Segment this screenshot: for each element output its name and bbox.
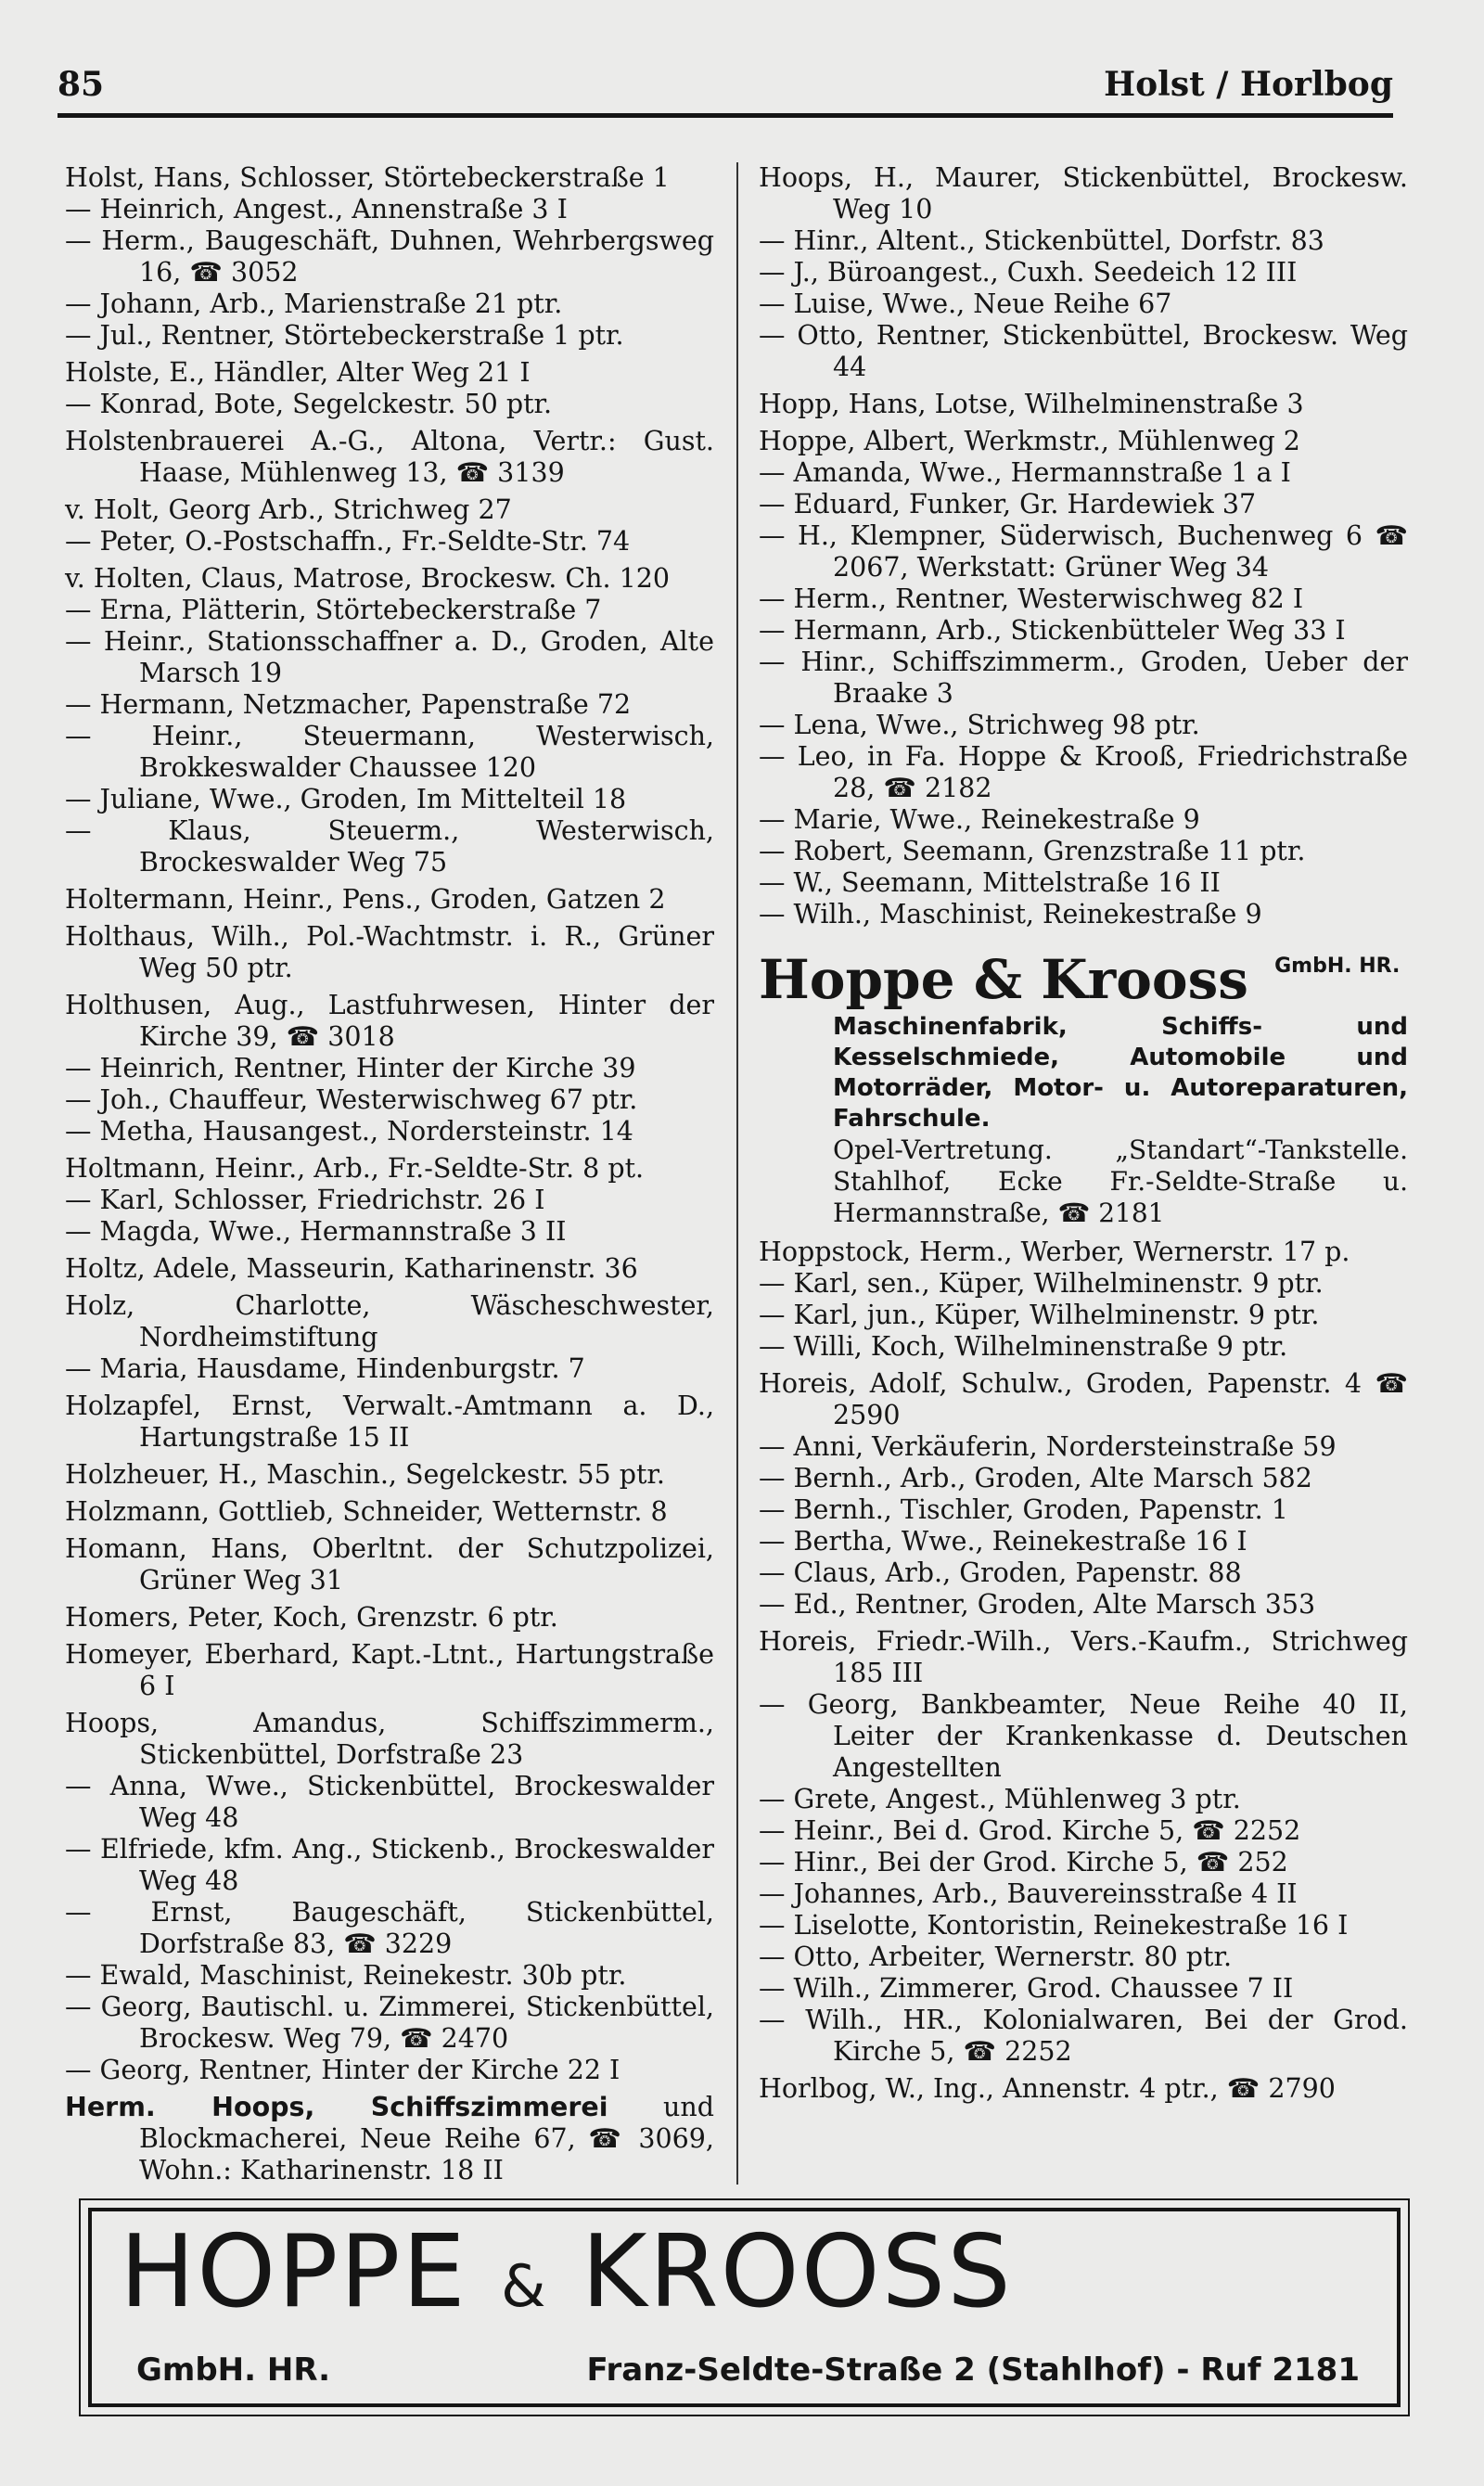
directory-entry: Homeyer, Eberhard, Kapt.-Ltnt., Hartungstraße 6 I xyxy=(65,1639,714,1701)
hoops-ad xyxy=(65,2092,714,2186)
directory-entry: — Georg, Rentner, Hinter der Kirche 22 I xyxy=(65,2055,620,2085)
directory-entry: — Bertha, Wwe., Reinekestraße 16 I xyxy=(759,1526,1247,1557)
directory-entry: — Hinr., Schiffszimmerm., Groden, Ueber der Braake 3 xyxy=(759,647,1408,709)
directory-entry: — Bernh., Arb., Groden, Alte Marsch 582 xyxy=(759,1463,1312,1493)
banner-title-left: HOPPE xyxy=(120,2214,467,2330)
hoppe-krooss-suffix: GmbH. HR. xyxy=(1274,955,1401,978)
directory-entry: — Hinr., Altent., Stickenbüttel, Dorfstr. 83 xyxy=(759,225,1324,256)
directory-entry: — Hinr., Bei der Grod. Kirche 5, ☎ 252 xyxy=(759,1847,1288,1877)
banner-company-form: GmbH. HR. xyxy=(136,2351,331,2389)
hoppe-krooss-tail: Opel-Vertretung. „Standart“-Tankstelle. Stahlhof, Ecke Fr.-Seldte-Straße u. Hermannstraße, ☎ 2181 xyxy=(833,1134,1408,1228)
directory-entry: — Herm., Rentner, Westerwischweg 82 I xyxy=(759,583,1304,614)
directory-entry: Holste, E., Händler, Alter Weg 21 I xyxy=(65,357,531,388)
directory-entry: — Heinrich, Angest., Annenstraße 3 I xyxy=(65,194,568,224)
directory-entry: — Bernh., Tischler, Groden, Papenstr. 1 xyxy=(759,1494,1288,1525)
right-entries-top xyxy=(759,162,1408,930)
directory-entry: — Georg, Bankbeamter, Neue Reihe 40 II, Leiter der Krankenkasse d. Deutschen Angestellten xyxy=(759,1689,1408,1783)
hoppe-krooss-name: Hoppe & Krooss xyxy=(759,948,1248,1011)
directory-entry: — Robert, Seemann, Grenzstraße 11 ptr. xyxy=(759,836,1306,866)
right-entries-bottom xyxy=(759,1237,1408,2105)
directory-entry: — Georg, Bautischl. u. Zimmerei, Stickenbüttel, Brockesw. Weg 79, ☎ 2470 xyxy=(65,1992,714,2054)
directory-entry: Horlbog, W., Ing., Annenstr. 4 ptr., ☎ 2790 xyxy=(759,2073,1336,2104)
directory-entry: — Heinr., Stationsschaffner a. D., Groden, Alte Marsch 19 xyxy=(65,626,714,688)
directory-entry: — Konrad, Bote, Segelckestr. 50 ptr. xyxy=(65,389,553,419)
directory-entry: — Claus, Arb., Groden, Papenstr. 88 xyxy=(759,1557,1242,1588)
left-column xyxy=(65,162,714,2186)
directory-entry: — Johannes, Arb., Bauvereinsstraße 4 II xyxy=(759,1878,1298,1909)
directory-entry: — Wilh., Maschinist, Reinekestraße 9 xyxy=(759,899,1262,929)
directory-entry: Holstenbrauerei A.-G., Altona, Vertr.: Gust. Haase, Mühlenweg 13, ☎ 3139 xyxy=(65,426,714,488)
banner-title-right: KROOSS xyxy=(581,2214,1013,2330)
directory-entry: — J., Büroangest., Cuxh. Seedeich 12 III xyxy=(759,257,1298,288)
directory-entry: — Lena, Wwe., Strichweg 98 ptr. xyxy=(759,710,1200,740)
directory-entry: Horeis, Friedr.-Wilh., Vers.-Kaufm., Strichweg 185 III xyxy=(759,1626,1408,1688)
hoppe-krooss-body: Maschinenfabrik, Schiffs- und Kesselschmiede, Automobile und Motorräder, Motor- u. Autoreparaturen, Fahrschule. xyxy=(833,1013,1408,1133)
directory-entry: — Otto, Rentner, Stickenbüttel, Brockesw. Weg 44 xyxy=(759,320,1408,382)
directory-entry: — Heinr., Steuermann, Westerwisch, Brokkeswalder Chaussee 120 xyxy=(65,721,714,783)
directory-entry: Holtz, Adele, Masseurin, Katharinenstr. 36 xyxy=(65,1253,638,1284)
hoppe-krooss-banner xyxy=(88,2208,1401,2407)
directory-entry: — Willi, Koch, Wilhelminenstraße 9 ptr. xyxy=(759,1331,1288,1362)
directory-entry: — Ernst, Baugeschäft, Stickenbüttel, Dorfstraße 83, ☎ 3229 xyxy=(65,1897,714,1959)
directory-entry: Holz, Charlotte, Wäscheschwester, Nordheimstiftung xyxy=(65,1290,714,1352)
directory-entry: — Metha, Hausangest., Nordersteinstr. 14 xyxy=(65,1116,633,1147)
directory-entry: Homann, Hans, Oberltnt. der Schutzpolizei, Grüner Weg 31 xyxy=(65,1533,714,1595)
directory-entry: — Anni, Verkäuferin, Nordersteinstraße 59 xyxy=(759,1431,1337,1462)
directory-entry: v. Holten, Claus, Matrose, Brockesw. Ch. 120 xyxy=(65,563,671,594)
directory-entry: Holtmann, Heinr., Arb., Fr.-Seldte-Str. 8 pt. xyxy=(65,1153,645,1184)
directory-entry: Hopp, Hans, Lotse, Wilhelminenstraße 3 xyxy=(759,389,1304,419)
directory-entry: — Erna, Plätterin, Störtebeckerstraße 7 xyxy=(65,595,602,625)
directory-entry: Holtermann, Heinr., Pens., Groden, Gatzen 2 xyxy=(65,884,666,915)
banner-ampersand: & xyxy=(501,2252,548,2320)
running-title: Holst / Horlbog xyxy=(1104,65,1393,104)
directory-entry: — Luise, Wwe., Neue Reihe 67 xyxy=(759,288,1172,319)
directory-entry: — Karl, sen., Küper, Wilhelminenstr. 9 ptr. xyxy=(759,1268,1324,1299)
directory-entry: Holst, Hans, Schlosser, Störtebeckerstraße 1 xyxy=(65,162,670,193)
directory-entry: — Elfriede, kfm. Ang., Stickenb., Brockeswalder Weg 48 xyxy=(65,1834,714,1896)
directory-entry: — Heinr., Bei d. Grod. Kirche 5, ☎ 2252 xyxy=(759,1815,1301,1846)
directory-entry: — Marie, Wwe., Reinekestraße 9 xyxy=(759,804,1200,835)
left-entries xyxy=(65,162,714,2086)
directory-entry: — Herm., Baugeschäft, Duhnen, Wehrbergsweg 16, ☎ 3052 xyxy=(65,225,714,288)
directory-entry: — Karl, Schlosser, Friedrichstr. 26 I xyxy=(65,1185,545,1215)
directory-entry: — Johann, Arb., Marienstraße 21 ptr. xyxy=(65,288,563,319)
page-number: 85 xyxy=(58,65,105,104)
directory-entry: — Joh., Chauffeur, Westerwischweg 67 ptr. xyxy=(65,1084,638,1115)
directory-entry: Holthaus, Wilh., Pol.-Wachtmstr. i. R., Grüner Weg 50 ptr. xyxy=(65,921,714,983)
directory-entry: — Jul., Rentner, Störtebeckerstraße 1 ptr. xyxy=(65,320,624,351)
directory-entry: Horeis, Adolf, Schulw., Groden, Papenstr. 4 ☎ 2590 xyxy=(759,1368,1408,1430)
directory-entry: Holzheuer, H., Maschin., Segelckestr. 55 ptr. xyxy=(65,1459,665,1490)
directory-entry: Hoops, H., Maurer, Stickenbüttel, Brockesw. Weg 10 xyxy=(759,162,1408,224)
directory-entry: — Ed., Rentner, Groden, Alte Marsch 353 xyxy=(759,1589,1316,1620)
directory-entry: — H., Klempner, Süderwisch, Buchenweg 6 ☎ 2067, Werkstatt: Grüner Weg 34 xyxy=(759,520,1408,583)
directory-entry: — Wilh., Zimmerer, Grod. Chaussee 7 II xyxy=(759,1973,1294,2004)
directory-entry: — Otto, Arbeiter, Wernerstr. 80 ptr. xyxy=(759,1941,1233,1972)
directory-entry: — Ewald, Maschinist, Reinekestr. 30b ptr. xyxy=(65,1960,627,1991)
directory-entry: Hoops, Amandus, Schiffszimmerm., Stickenbüttel, Dorfstraße 23 xyxy=(65,1708,714,1770)
directory-entry: — Hermann, Netzmacher, Papenstraße 72 xyxy=(65,689,632,720)
directory-entry: — Klaus, Steuerm., Westerwisch, Brockeswalder Weg 75 xyxy=(65,815,714,878)
directory-entry: — Anna, Wwe., Stickenbüttel, Brockeswalder Weg 48 xyxy=(65,1771,714,1833)
banner-address: Franz-Seldte-Straße 2 (Stahlhof) - Ruf 2181 xyxy=(586,2351,1360,2389)
hoops-ad-rest: und Blockmacherei, Neue Reihe 67, ☎ 3069, Wohn.: Katharinenstr. 18 II xyxy=(139,2092,714,2185)
directory-entry: Holzmann, Gottlieb, Schneider, Wetternstr. 8 xyxy=(65,1496,668,1527)
directory-entry: — Leo, in Fa. Hoppe & Krooß, Friedrichstraße 28, ☎ 2182 xyxy=(759,741,1408,803)
right-column xyxy=(759,162,1408,2105)
directory-entry: — Heinrich, Rentner, Hinter der Kirche 39 xyxy=(65,1053,636,1083)
hoppe-krooss-heading xyxy=(759,947,1408,1012)
directory-entry: — Wilh., HR., Kolonialwaren, Bei der Grod. Kirche 5, ☎ 2252 xyxy=(759,2005,1408,2067)
directory-entry: — Magda, Wwe., Hermannstraße 3 II xyxy=(65,1216,567,1247)
directory-entry: — Peter, O.-Postschaffn., Fr.-Seldte-Str. 74 xyxy=(65,526,631,557)
directory-entry: Hoppstock, Herm., Werber, Wernerstr. 17 p. xyxy=(759,1237,1350,1267)
directory-entry: Hoppe, Albert, Werkmstr., Mühlenweg 2 xyxy=(759,426,1300,456)
directory-entry: Holzapfel, Ernst, Verwalt.-Amtmann a. D., Hartungstraße 15 II xyxy=(65,1390,714,1453)
directory-entry: — Hermann, Arb., Stickenbütteler Weg 33 I xyxy=(759,615,1346,646)
directory-entry: v. Holt, Georg Arb., Strichweg 27 xyxy=(65,494,512,525)
directory-entry: — Karl, jun., Küper, Wilhelminenstr. 9 ptr. xyxy=(759,1300,1320,1330)
hoops-ad-lead: Herm. Hoops, Schiffszimmerei xyxy=(65,2092,608,2122)
banner-title xyxy=(120,2214,1013,2342)
directory-entry: Holthusen, Aug., Lastfuhrwesen, Hinter der Kirche 39, ☎ 3018 xyxy=(65,990,714,1052)
directory-entry: — W., Seemann, Mittelstraße 16 II xyxy=(759,867,1221,898)
directory-entry: Homers, Peter, Koch, Grenzstr. 6 ptr. xyxy=(65,1602,558,1633)
directory-entry: — Maria, Hausdame, Hindenburgstr. 7 xyxy=(65,1353,585,1384)
directory-entry: — Eduard, Funker, Gr. Hardewiek 37 xyxy=(759,489,1257,519)
directory-entry: — Amanda, Wwe., Hermannstraße 1 a I xyxy=(759,457,1291,488)
directory-entry: — Grete, Angest., Mühlenweg 3 ptr. xyxy=(759,1784,1241,1814)
directory-entry: — Liselotte, Kontoristin, Reinekestraße 16 I xyxy=(759,1910,1349,1941)
column-divider xyxy=(736,162,738,2185)
directory-entry: — Juliane, Wwe., Groden, Im Mittelteil 18 xyxy=(65,784,627,814)
page-header xyxy=(58,65,1393,117)
header-rule xyxy=(58,113,1393,118)
